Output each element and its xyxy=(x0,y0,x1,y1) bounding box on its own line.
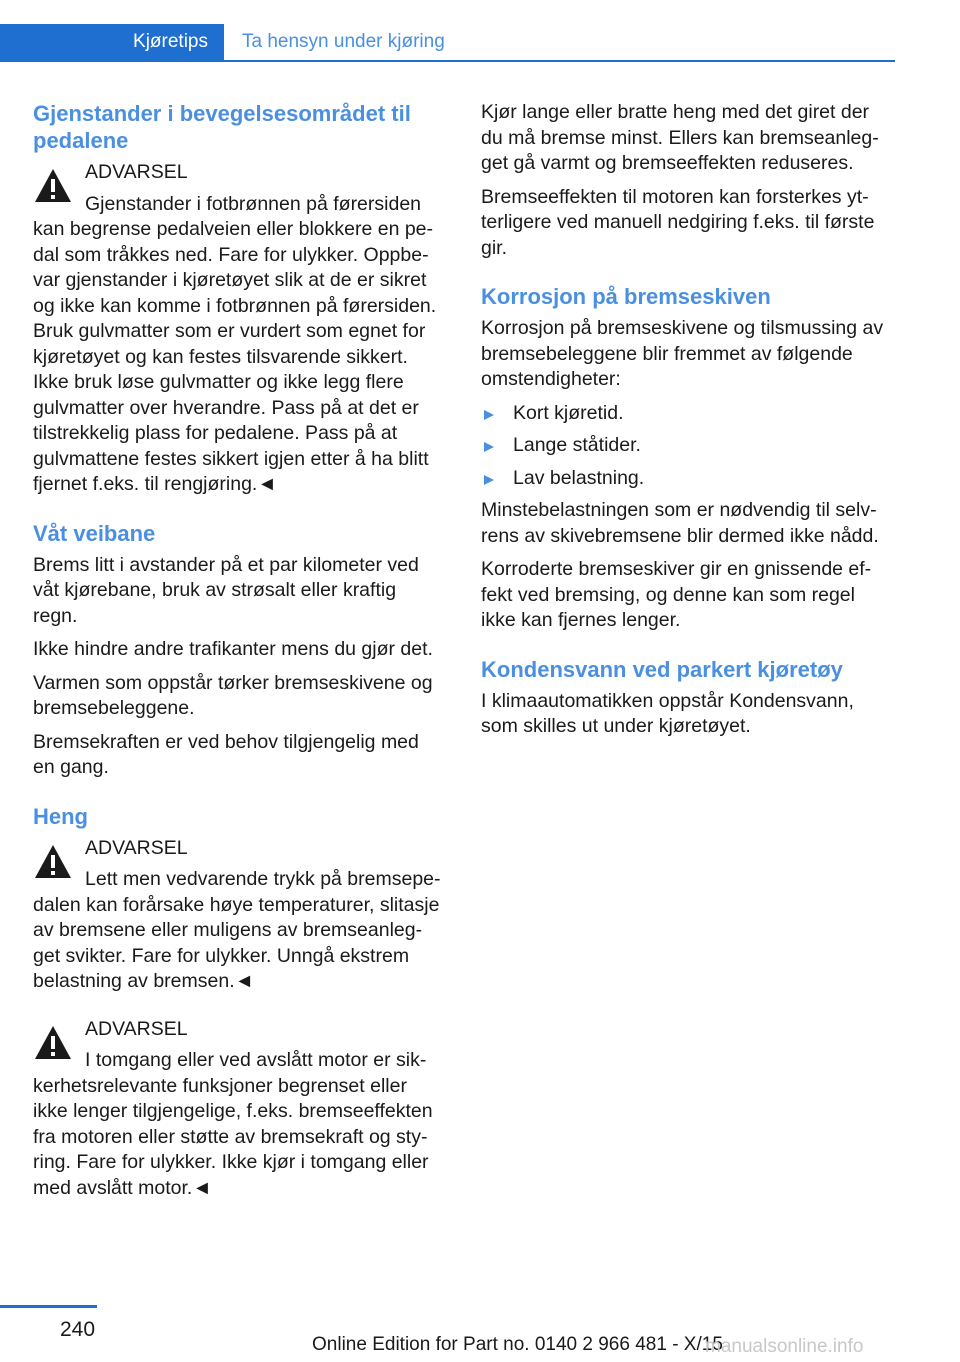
section-heading-pedals: Gjenstander i bevegelsesområdet til pedalene xyxy=(33,101,411,153)
warning-triangle-icon xyxy=(33,166,73,206)
warning-triangle-icon xyxy=(33,1023,73,1063)
paragraph: Bremsekraften er ved behov tilgjengelig med en gang. xyxy=(33,730,419,778)
paragraph: Korroderte bremseskiver gir en gnissende ef-fekt ved bremsing, og denne kan som regel ikke kan fjernes lenger. xyxy=(481,558,872,631)
paragraph: Minstebelastningen som er nødvendig til selv-rens av skivebremsene blir dermed ikke nådd. xyxy=(481,499,879,547)
edition-note: Online Edition for Part no. 0140 2 966 481 - X/15 xyxy=(312,1334,723,1355)
section-heading-condensation: Kondensvann ved parkert kjøretøy xyxy=(481,656,843,682)
paragraph: Ikke hindre andre trafikanter mens du gjør det. xyxy=(33,638,433,660)
list-item-text: Lav belastning. xyxy=(513,466,645,489)
section-heading-wet-road: Våt veibane xyxy=(33,520,156,546)
list-item-text: Lange ståtider. xyxy=(513,434,641,456)
paragraph: Kjør lange eller bratte heng med det giret der du må bremse minst. Ellers kan bremseanleg-get gå varmt og bremseeffekten reduseres. xyxy=(481,101,879,174)
paragraph: Korrosjon på bremseskivene og tilsmussing av bremsebeleggene blir fremmet av følgende omstendigheter: xyxy=(481,317,884,390)
paragraph: I klimaautomatikken oppstår Kondensvann, som skilles ut under kjøretøyet. xyxy=(481,689,854,737)
warning-title: ADVARSEL xyxy=(85,161,188,183)
section-heading-slope: Heng xyxy=(33,803,88,829)
warning-text: Lett men vedvarende trykk på bremsepe-dalen kan forårsake høye temperaturer, slitasje av bremsene eller muligens av bremseanleg-get svikter. Fare for ulykker. Unngå ekstrem belastning av bremsen.◄ xyxy=(33,868,441,992)
warning-title: ADVARSEL xyxy=(85,836,188,859)
list-item-text: Kort kjøretid. xyxy=(513,401,624,424)
watermark: manualsonline.info xyxy=(705,1336,864,1357)
triangle-bullet-icon xyxy=(484,475,494,485)
paragraph: Varmen som oppstår tørker bremseskivene og bremsebeleggene. xyxy=(33,671,433,719)
section-heading-corrosion: Korrosjon på bremseskiven xyxy=(481,284,771,309)
warning-text: I tomgang eller ved avslått motor er sik-kerhetsrelevante funksjoner begrenset eller ikke lenger tilgjengelige, f.eks. bremseeffekten fra motoren eller støtte av bremsekraft og sty-ring. Fare for ulykker. Ikke kjør i tomgang eller med avslått motor.◄ xyxy=(33,1049,433,1199)
warning-block xyxy=(33,160,445,498)
triangle-bullet-icon xyxy=(484,442,494,452)
list-item xyxy=(481,433,893,459)
page-number: 240 xyxy=(60,1318,96,1341)
paragraph: Brems litt i avstander på et par kilometer ved våt kjørebane, bruk av strøsalt eller kraftig regn. xyxy=(33,553,419,627)
warning-title: ADVARSEL xyxy=(85,1017,188,1040)
footer-accent-line xyxy=(0,1305,97,1308)
tab-kjoretips: Kjøretips xyxy=(0,24,224,60)
warning-text: Gjenstander i fotbrønnen på førersiden kan begrense pedalveien eller blokkere en pe-dal som tråkkes ned. Fare for ulykker. Oppbe-var gjenstander i kjøretøyet slik at de er sikret og ikke kan komme i fotbrønnen på førersiden. Bruk gulvmatter som er vurdert som egnet for kjøretøyet og kan festes tilsvarende sikkert. Ikke bruk løse gulvmatter og ikke legg flere gulvmatter over hverandre. Pass på at det er tilstrekkelig plass for pedalene. Pass på at gulvmattene festes sikkert igjen etter å ha blitt fjernet f.eks. til rengjøring.◄ xyxy=(33,192,437,495)
page-header xyxy=(0,24,895,62)
paragraph: Bremseeffekten til motoren kan forsterkes yt-terligere ved manuell nedgiring f.eks. til første gir. xyxy=(481,185,875,259)
tab-ta-hensyn: Ta hensyn under kjøring xyxy=(242,31,445,52)
list-item xyxy=(481,466,893,492)
bullet-list xyxy=(481,401,893,492)
warning-triangle-icon xyxy=(33,842,73,882)
list-item xyxy=(481,401,893,427)
left-column xyxy=(33,100,445,1209)
warning-block xyxy=(33,1017,445,1202)
warning-block xyxy=(33,836,445,995)
triangle-bullet-icon xyxy=(484,410,494,420)
right-column xyxy=(481,100,893,748)
